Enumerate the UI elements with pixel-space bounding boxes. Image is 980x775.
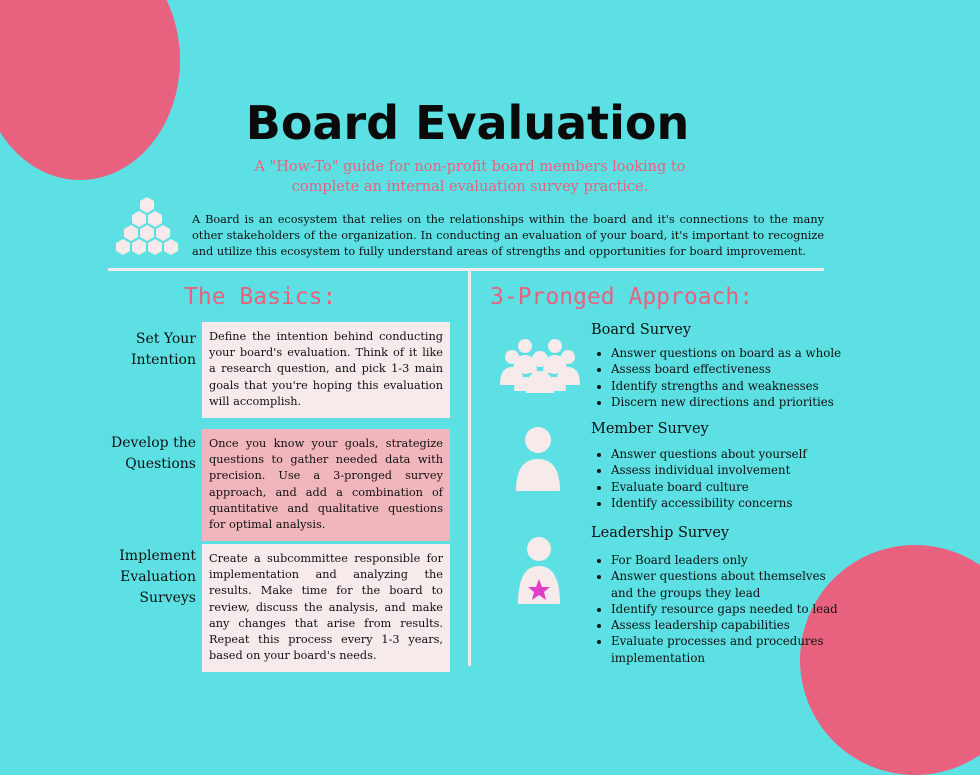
step-text-set-intention: Define the intention behind conducting your board's evaluation. Think of it like a research question, and pick 1-3 main goals that you're hoping this evaluation will accomplish.: [202, 322, 450, 418]
approach-heading: 3-Pronged Approach:: [490, 284, 754, 310]
list-item: • Identify accessibility concerns: [611, 495, 851, 511]
leadership-survey-list: [591, 552, 851, 666]
list-item: • Assess board effectiveness: [611, 361, 851, 377]
step-label-implement-surveys: Implement Evaluation Surveys: [119, 548, 196, 606]
board-survey-title: Board Survey: [591, 322, 692, 338]
list-item: • Identify strengths and weaknesses: [611, 378, 851, 394]
step-text-develop-questions: Once you know your goals, strategize questions to gather needed data with precision. Use a 3-pronged survey approach, and add a combination of quantitative and qualitative questions for optimal analysis.: [202, 429, 450, 541]
list-item: • Discern new directions and priorities: [611, 394, 851, 410]
list-item: • Assess leadership capabilities: [611, 617, 851, 633]
step-label-develop-questions: Develop the Questions: [111, 435, 196, 472]
list-item: • For Board leaders only: [611, 552, 851, 568]
member-survey-list: [591, 446, 851, 511]
step-label-set-intention: Set Your Intention: [130, 331, 196, 368]
group-icon: [498, 337, 582, 393]
basics-heading: The Basics:: [184, 284, 337, 310]
decorative-circle-top-left: [0, 0, 180, 180]
page-subtitle: A "How-To" guide for non-profit board members looking to complete an internal evaluation survey practice.: [254, 159, 686, 195]
leader-star-icon: [516, 536, 562, 606]
list-item: • Answer questions on board as a whole: [611, 345, 851, 361]
member-survey-title: Member Survey: [591, 421, 709, 437]
hexagon-pyramid-icon: [114, 197, 180, 255]
list-item: • Evaluate board culture: [611, 479, 851, 495]
person-icon: [514, 427, 562, 493]
horizontal-divider: [108, 268, 824, 271]
list-item: • Evaluate processes and procedures implementation: [611, 633, 851, 666]
list-item: • Assess individual involvement: [611, 462, 851, 478]
page-title: Board Evaluation: [245, 96, 690, 150]
vertical-divider: [468, 270, 471, 666]
board-survey-list: [591, 345, 851, 410]
list-item: • Answer questions about yourself: [611, 446, 851, 462]
step-text-implement-surveys: Create a subcommittee responsible for implementation and analyzing the results. Make time for the board to review, discuss the analysis, and make any changes that arise from results. Repeat this process every 1-3 years, based on your board's needs.: [202, 544, 450, 672]
list-item: • Answer questions about themselves and the groups they lead: [611, 568, 851, 601]
list-item: • Identify resource gaps needed to lead: [611, 601, 851, 617]
intro-paragraph: A Board is an ecosystem that relies on the relationships within the board and it's connections to the many other stakeholders of the organization. In conducting an evaluation of your board, it's important to recognize and utilize this ecosystem to fully understand areas of strengths and opportunities for board improvement.: [192, 213, 824, 258]
leadership-survey-title: Leadership Survey: [591, 525, 730, 541]
